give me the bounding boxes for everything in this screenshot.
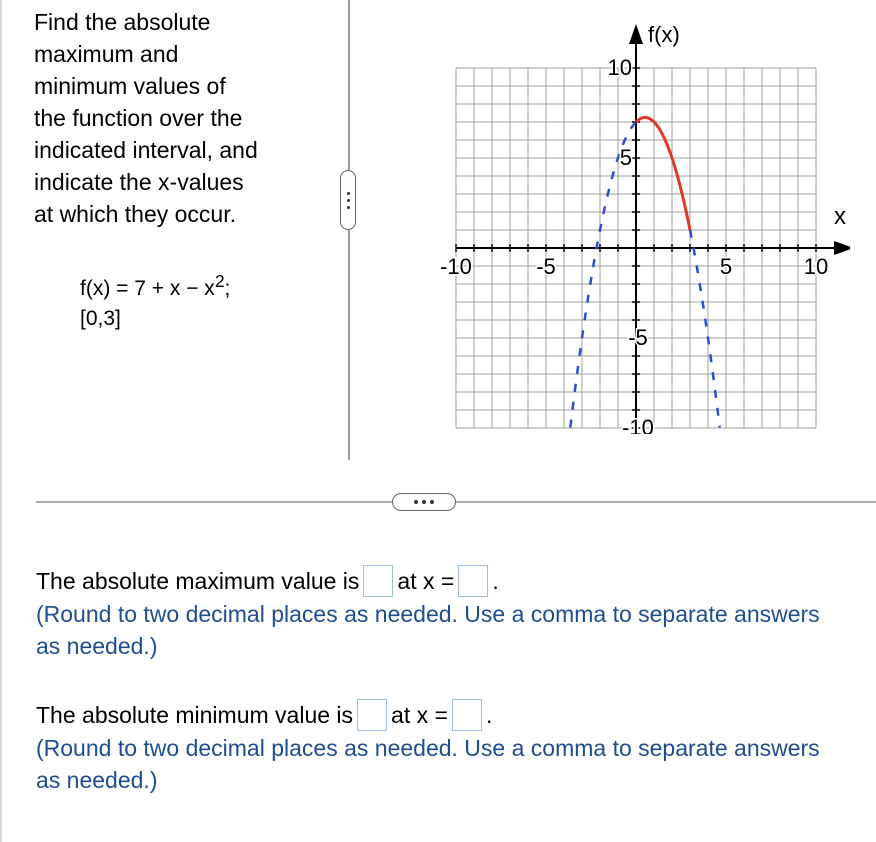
y-tick-label-10: 10: [607, 55, 632, 80]
y-tick-label-5: 5: [619, 145, 632, 170]
function-end: ;: [224, 277, 231, 300]
min-value-input[interactable]: [357, 699, 387, 731]
max-label: The absolute maximum value is: [36, 568, 360, 594]
x-tick-label-10: 10: [803, 254, 829, 279]
min-x-input[interactable]: [452, 699, 482, 731]
horizontal-resize-handle[interactable]: [392, 493, 456, 511]
min-period: .: [485, 702, 493, 728]
min-at-x-label: at x =: [391, 702, 448, 728]
dot-icon: [422, 500, 426, 504]
x-tick-label-neg10: -10: [440, 254, 472, 279]
y-tick-label-neg5: -5: [628, 325, 648, 350]
y-axis-label: f(x): [648, 22, 680, 47]
function-graph: [420, 14, 850, 434]
max-hint: (Round to two decimal places as needed. Use a comma to separate answers as needed.): [36, 601, 820, 659]
function-exponent: 2: [214, 271, 225, 291]
function-definition: [80, 266, 230, 334]
dot-icon: [414, 500, 418, 504]
function-interval: [0,3]: [80, 307, 121, 330]
x-axis-label: x: [834, 203, 846, 230]
max-at-x-label: at x =: [397, 568, 455, 594]
dot-icon: [347, 192, 350, 195]
max-answer-block: [36, 564, 836, 662]
dot-icon: [347, 206, 350, 209]
max-value-input[interactable]: [363, 565, 393, 597]
question-text: Find the absolute maximum and minimum values of the function over the indicated interval, and indicate the x-values at which they occur.: [34, 9, 258, 227]
x-tick-label-5: 5: [719, 254, 733, 279]
min-label: The absolute minimum value is: [36, 702, 354, 728]
function-label: f(x) = 7 + x − x: [80, 277, 215, 300]
vertical-resize-handle[interactable]: [340, 170, 356, 230]
x-tick-label-neg5: -5: [536, 254, 556, 279]
min-hint: (Round to two decimal places as needed. Use a comma to separate answers as needed.): [36, 735, 820, 793]
left-border: [0, 0, 2, 842]
max-period: .: [492, 568, 499, 594]
function-expression: [80, 266, 230, 304]
dot-icon: [430, 500, 434, 504]
horizontal-divider: [36, 501, 876, 503]
y-tick-label-neg10: -10: [622, 415, 654, 434]
min-answer-block: [36, 698, 836, 796]
max-x-input[interactable]: [458, 565, 488, 597]
dot-icon: [347, 199, 350, 202]
vertical-divider: [348, 0, 350, 460]
